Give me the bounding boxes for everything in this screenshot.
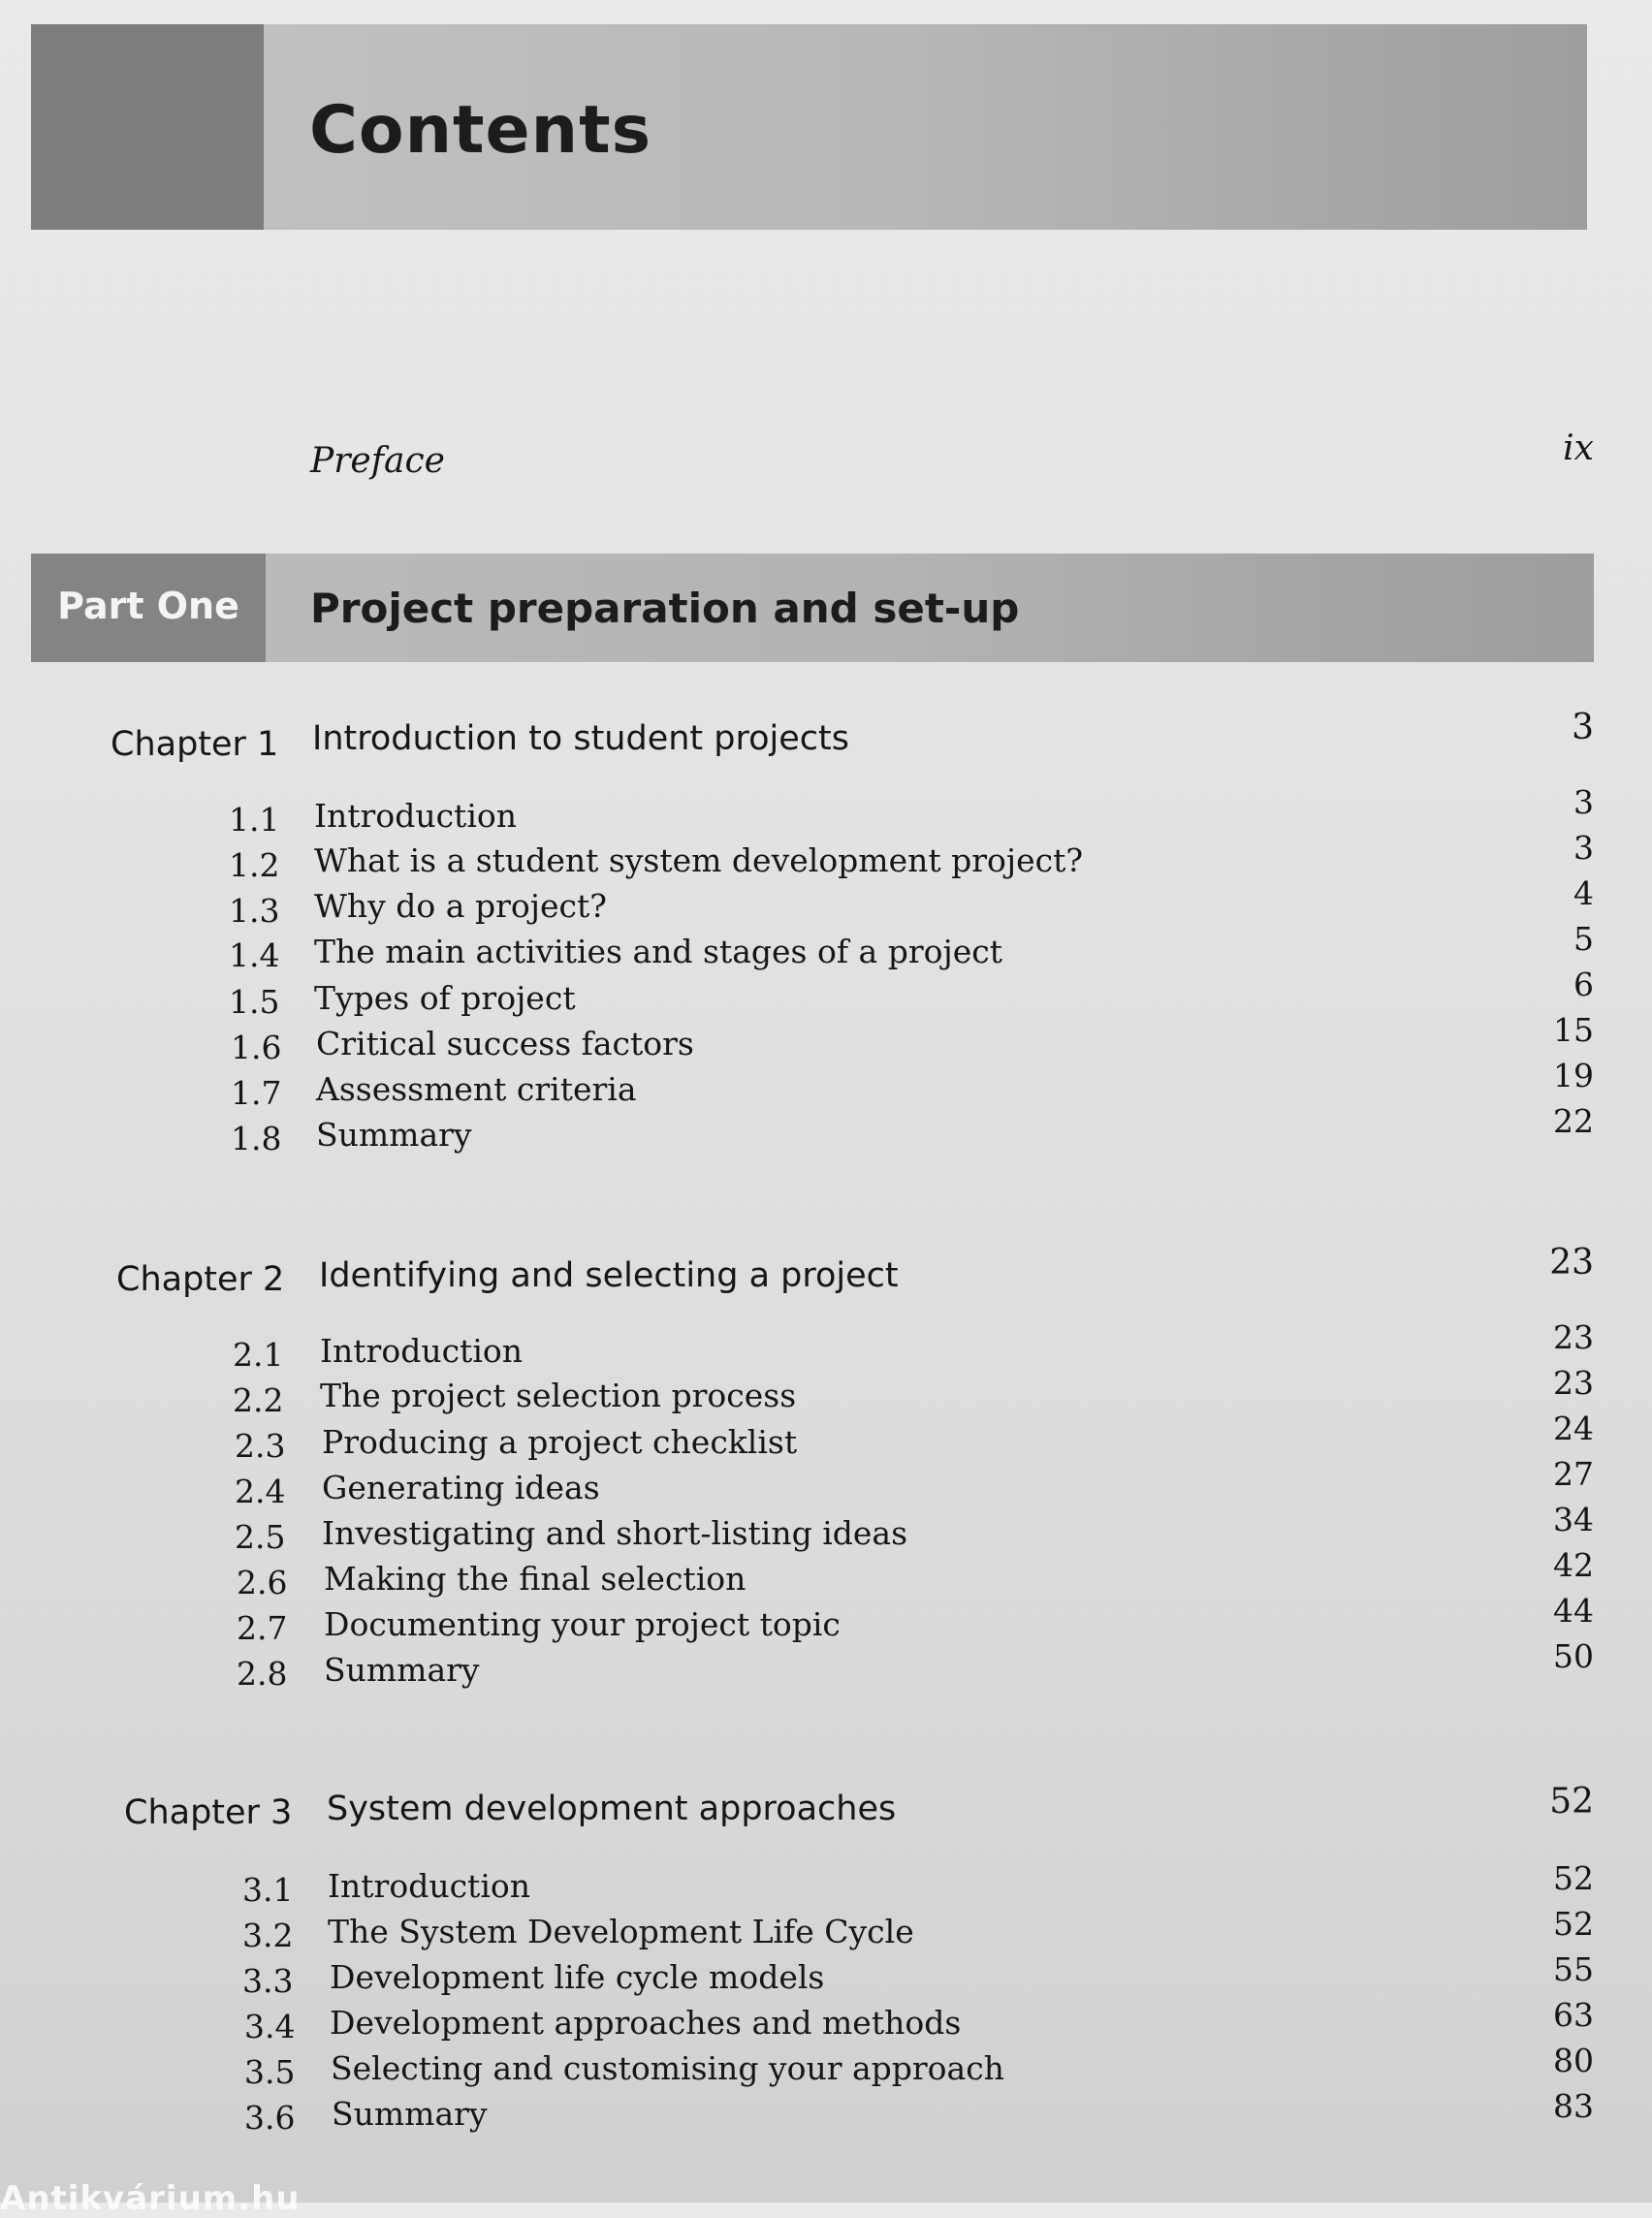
page-title: Contents [309, 92, 652, 169]
watermark: Antikvárium.hu [0, 2179, 301, 2218]
chapter-label: Chapter 1 [111, 725, 279, 764]
section-page-number: 52 [1553, 1859, 1594, 1897]
section-page-number: 3 [1573, 829, 1594, 867]
section-title[interactable]: Producing a project checklist [322, 1423, 798, 1461]
part-header-bar [31, 554, 1594, 662]
section-title[interactable]: Summary [332, 2095, 488, 2133]
section-number: 2.3 [235, 1427, 286, 1465]
section-title[interactable]: Documenting your project topic [324, 1605, 841, 1643]
section-number: 1.1 [229, 801, 280, 839]
section-number: 1.8 [231, 1120, 282, 1157]
chapter-title[interactable]: System development approaches [327, 1790, 897, 1828]
section-page-number: 27 [1553, 1455, 1594, 1493]
section-number: 3.1 [242, 1871, 294, 1909]
section-page-number: 15 [1553, 1011, 1594, 1049]
section-number: 2.8 [237, 1655, 288, 1693]
section-title[interactable]: Introduction [314, 797, 517, 835]
section-title[interactable]: Selecting and customising your approach [331, 2049, 1004, 2087]
section-page-number: 3 [1573, 783, 1594, 821]
section-title[interactable]: Summary [316, 1116, 472, 1154]
section-number: 1.3 [229, 892, 280, 930]
section-page-number: 5 [1573, 920, 1594, 958]
section-page-number: 6 [1573, 966, 1594, 1003]
chapter-title[interactable]: Introduction to student projects [312, 719, 849, 758]
section-title[interactable]: Making the final selection [324, 1560, 747, 1598]
section-number: 1.5 [229, 983, 280, 1021]
section-title[interactable]: The System Development Life Cycle [328, 1913, 914, 1950]
section-number: 2.7 [237, 1609, 288, 1647]
section-title[interactable]: Summary [324, 1651, 480, 1689]
section-number: 2.5 [235, 1518, 286, 1556]
section-page-number: 55 [1553, 1950, 1594, 1988]
section-page-number: 23 [1553, 1318, 1594, 1356]
section-page-number: 63 [1553, 1996, 1594, 2034]
section-number: 3.4 [244, 2008, 296, 2045]
chapter-label: Chapter 2 [116, 1260, 285, 1299]
section-page-number: 22 [1553, 1102, 1594, 1140]
part-label: Part One [57, 585, 239, 627]
section-page-number: 19 [1553, 1057, 1594, 1094]
chapter-label: Chapter 3 [124, 1793, 293, 1832]
section-number: 2.4 [235, 1473, 286, 1510]
section-page-number: 83 [1553, 2087, 1594, 2125]
section-number: 3.6 [244, 2099, 296, 2137]
section-number: 3.2 [242, 1917, 294, 1954]
section-title[interactable]: Development life cycle models [330, 1958, 825, 1996]
preface-label[interactable]: Preface [310, 441, 445, 481]
chapter-title[interactable]: Identifying and selecting a project [319, 1256, 899, 1295]
section-page-number: 80 [1553, 2042, 1594, 2079]
chapter-page-number: 3 [1572, 708, 1594, 747]
contents-header-bar [31, 24, 1587, 230]
section-page-number: 23 [1553, 1364, 1594, 1402]
preface-page-number: ix [1563, 428, 1594, 468]
section-page-number: 44 [1553, 1592, 1594, 1630]
header-accent-block [31, 24, 264, 230]
section-title[interactable]: Critical success factors [316, 1025, 694, 1062]
section-title[interactable]: Assessment criteria [316, 1070, 637, 1108]
section-title[interactable]: Introduction [328, 1867, 530, 1905]
chapter-page-number: 23 [1549, 1243, 1594, 1283]
section-title[interactable]: The main activities and stages of a project [314, 933, 1002, 970]
section-number: 1.7 [231, 1074, 282, 1112]
section-number: 2.6 [237, 1564, 288, 1601]
section-page-number: 24 [1553, 1410, 1594, 1447]
section-title[interactable]: Generating ideas [322, 1469, 600, 1506]
section-number: 1.2 [229, 846, 280, 884]
section-number: 1.6 [231, 1029, 282, 1066]
section-title[interactable]: What is a student system development project? [314, 841, 1084, 879]
section-title[interactable]: Development approaches and methods [330, 2004, 962, 2042]
section-number: 3.3 [242, 1962, 294, 2000]
section-page-number: 52 [1553, 1905, 1594, 1943]
chapter-page-number: 52 [1549, 1782, 1594, 1822]
section-page-number: 4 [1573, 874, 1594, 912]
part-label-block [31, 554, 266, 662]
section-title[interactable]: The project selection process [320, 1377, 797, 1414]
part-title: Project preparation and set-up [310, 585, 1020, 632]
section-title[interactable]: Investigating and short-listing ideas [322, 1514, 908, 1552]
section-number: 2.1 [233, 1336, 284, 1374]
section-page-number: 50 [1553, 1637, 1594, 1675]
section-title[interactable]: Why do a project? [314, 887, 607, 925]
section-number: 1.4 [229, 936, 280, 974]
section-page-number: 34 [1553, 1501, 1594, 1538]
section-title[interactable]: Introduction [320, 1332, 523, 1370]
section-number: 3.5 [244, 2053, 296, 2091]
section-title[interactable]: Types of project [314, 979, 576, 1017]
section-page-number: 42 [1553, 1546, 1594, 1584]
section-number: 2.2 [233, 1381, 284, 1419]
